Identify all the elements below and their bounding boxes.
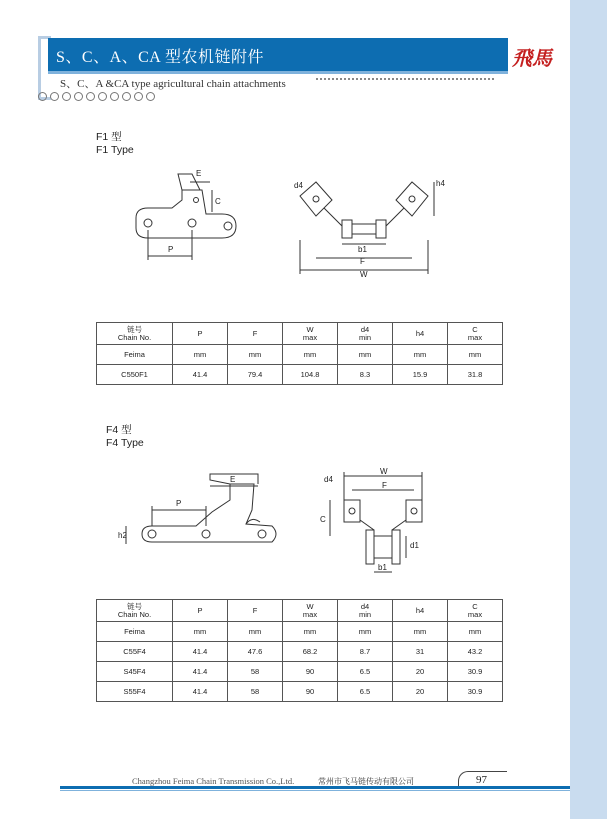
- table-units-row: Feima mm mm mm mm mm mm: [97, 622, 503, 642]
- f4-spec-table: [96, 599, 503, 702]
- f1-label-w: W: [360, 270, 368, 279]
- f1-label-d4: d4: [294, 181, 303, 190]
- header-cell: P: [173, 600, 228, 622]
- f1-label-p: P: [168, 245, 174, 254]
- table-header-row: [97, 323, 503, 345]
- header-cell: W max: [283, 323, 338, 345]
- page-number: 97: [476, 774, 487, 786]
- f4-label-p: P: [176, 499, 182, 508]
- header-cell: P: [173, 323, 228, 345]
- footer-rule: [60, 786, 570, 789]
- header-cell: 链号 Chain No.: [97, 323, 173, 345]
- table-row: S55F4 41.4 58 90 6.5 20 30.9: [97, 682, 503, 702]
- table-units-row: Feima mm mm mm mm mm mm: [97, 345, 503, 365]
- f1-label-e: E: [196, 169, 202, 178]
- table-row: S45F4 41.4 58 90 6.5 20 30.9: [97, 662, 503, 682]
- f4-label-c: C: [320, 515, 326, 524]
- f4-label-e: E: [230, 475, 236, 484]
- f4-title-cn: F4 型: [106, 424, 132, 436]
- f4-label-h2: h2: [118, 531, 127, 540]
- f4-diagram: [112, 460, 442, 580]
- footer-rule-accent: [60, 790, 570, 791]
- header-cell: 链号 Chain No.: [97, 600, 173, 622]
- f1-label-b1: b1: [358, 245, 367, 254]
- f4-title-en: F4 Type: [106, 437, 144, 449]
- header-cell: d4 min: [338, 323, 393, 345]
- table-row: C55F4 41.4 47.6 68.2 8.7 31 43.2: [97, 642, 503, 662]
- f4-label-d1: d1: [410, 541, 419, 550]
- header-cell: W max: [283, 600, 338, 622]
- f4-label-b1: b1: [378, 563, 387, 572]
- f1-title-cn: F1 型: [96, 131, 122, 143]
- f1-title-en: F1 Type: [96, 144, 134, 156]
- f1-diagram: [120, 160, 450, 285]
- f1-label-c: C: [215, 197, 221, 206]
- footer-company-en: Changzhou Feima Chain Transmission Co.,Ltd.: [132, 776, 295, 786]
- dotted-divider: [316, 78, 494, 80]
- header-cell: F: [228, 323, 283, 345]
- table-header-row: [97, 600, 503, 622]
- header-cell: F: [228, 600, 283, 622]
- f4-label-w: W: [380, 467, 388, 476]
- header-cell: h4: [393, 323, 448, 345]
- side-band: [570, 0, 607, 819]
- header-cell: d4 min: [338, 600, 393, 622]
- f4-label-d4: d4: [324, 475, 333, 484]
- brand-logo: 飛馬: [512, 46, 552, 70]
- header-cell: C max: [448, 600, 503, 622]
- f4-label-f: F: [382, 481, 387, 490]
- decorative-circles: [38, 88, 158, 106]
- page-title: S、C、A、CA 型农机链附件: [56, 49, 264, 66]
- header-bar-accent: [48, 71, 568, 74]
- f1-label-f: F: [360, 257, 365, 266]
- f1-label-h4: h4: [436, 179, 445, 188]
- f1-spec-table: [96, 322, 503, 385]
- page-subtitle: S、C、A &CA type agricultural chain attachments: [60, 78, 286, 90]
- header-cell: h4: [393, 600, 448, 622]
- footer-company-cn: 常州市飞马链传动有限公司: [318, 777, 414, 786]
- header-cell: C max: [448, 323, 503, 345]
- table-row: C550F1 41.4 79.4 104.8 8.3 15.9 31.8: [97, 365, 503, 385]
